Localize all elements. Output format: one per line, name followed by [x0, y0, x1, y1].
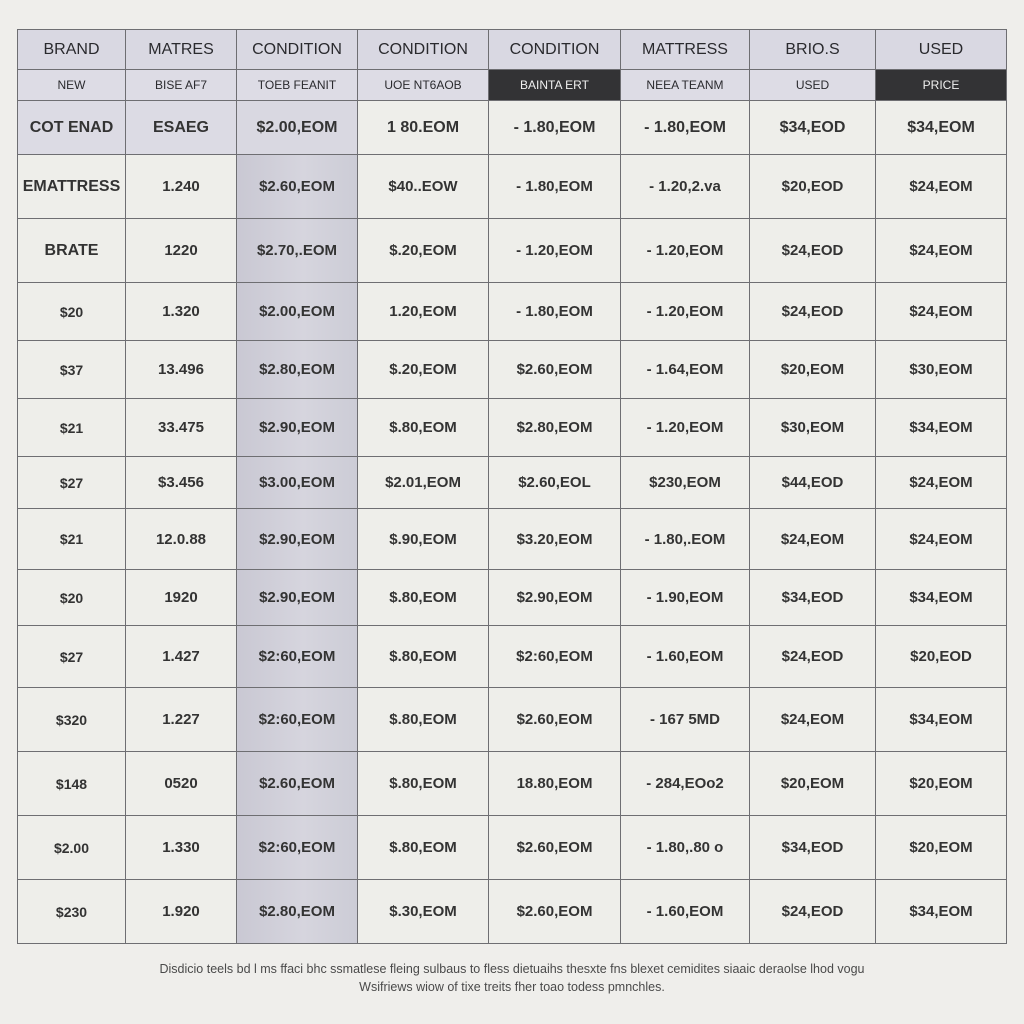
table-cell[interactable]: $.30,EOM	[358, 880, 489, 944]
table-cell[interactable]: - 167 5MD	[621, 688, 750, 752]
table-cell[interactable]: $2:60,EOM	[237, 626, 358, 688]
column-header-condition-2[interactable]: CONDITION	[358, 30, 489, 70]
row-label-cell[interactable]: $27	[18, 457, 126, 509]
table-cell[interactable]: 1.240	[126, 155, 237, 219]
table-cell[interactable]: $2.80,EOM	[489, 399, 621, 457]
table-cell[interactable]: $.80,EOM	[358, 399, 489, 457]
table-cell[interactable]: $24,EOD	[750, 880, 876, 944]
table-cell[interactable]: $20,EOM	[750, 341, 876, 399]
table-cell[interactable]: $.80,EOM	[358, 570, 489, 626]
table-cell[interactable]: $3.20,EOM	[489, 509, 621, 570]
table-cell[interactable]: - 1.20,2.va	[621, 155, 750, 219]
table-cell[interactable]: $2.60,EOM	[489, 816, 621, 880]
table-cell[interactable]: - 1.20,EOM	[621, 283, 750, 341]
table-cell[interactable]: $2.60,EOM	[489, 688, 621, 752]
table-cell[interactable]: $230,EOM	[621, 457, 750, 509]
table-cell[interactable]: $40..EOW	[358, 155, 489, 219]
table-row	[18, 219, 1007, 283]
table-cell[interactable]: 1.427	[126, 626, 237, 688]
table-cell[interactable]: $.20,EOM	[358, 341, 489, 399]
table-cell[interactable]: $34,EOD	[750, 570, 876, 626]
row-label-cell[interactable]: $2.00	[18, 816, 126, 880]
table-cell[interactable]: $20,EOM	[750, 752, 876, 816]
header-row-secondary	[18, 70, 1007, 101]
table-row	[18, 880, 1007, 944]
table-cell[interactable]: - 1.60,EOM	[621, 626, 750, 688]
table-cell[interactable]: $34,EOM	[876, 688, 1007, 752]
subheader-bise[interactable]: BISE AF7	[126, 70, 237, 101]
table-row	[18, 155, 1007, 219]
table-cell[interactable]: $20,EOD	[876, 626, 1007, 688]
footnote-line-2: Wsifriews wiow of tixe treits fher toao todess pmnchles.	[359, 980, 665, 994]
row-label-cell[interactable]: COT ENAD	[18, 101, 126, 155]
table-cell[interactable]: 1.320	[126, 283, 237, 341]
table-cell[interactable]: 0520	[126, 752, 237, 816]
table-cell[interactable]: - 1.80,EOM	[489, 101, 621, 155]
table-cell[interactable]: $2.90,EOM	[237, 399, 358, 457]
table-cell[interactable]: $24,EOD	[750, 626, 876, 688]
column-header-brios[interactable]: BRIO.S	[750, 30, 876, 70]
table-cell[interactable]: $.80,EOM	[358, 626, 489, 688]
table-cell[interactable]: - 1.80,.80 o	[621, 816, 750, 880]
table-row	[18, 752, 1007, 816]
table-cell[interactable]: $2.00,EOM	[237, 283, 358, 341]
table-cell[interactable]: 1220	[126, 219, 237, 283]
table-cell[interactable]: $34,EOM	[876, 101, 1007, 155]
table-cell[interactable]: - 1.20,EOM	[621, 219, 750, 283]
table-cell[interactable]: 13.496	[126, 341, 237, 399]
table-row	[18, 816, 1007, 880]
table-cell[interactable]: $24,EOM	[876, 509, 1007, 570]
row-label-cell[interactable]: $37	[18, 341, 126, 399]
table-cell[interactable]: - 1.20,EOM	[489, 219, 621, 283]
subheader-uoe[interactable]: UOE NT6AOB	[358, 70, 489, 101]
table-cell[interactable]: $2.70,.EOM	[237, 219, 358, 283]
table-cell[interactable]: 33.475	[126, 399, 237, 457]
table-cell[interactable]: 1.920	[126, 880, 237, 944]
row-label-cell[interactable]: $20	[18, 570, 126, 626]
table-cell[interactable]: $2.01,EOM	[358, 457, 489, 509]
table-cell[interactable]: $2.00,EOM	[237, 101, 358, 155]
table-row	[18, 341, 1007, 399]
table-cell[interactable]: $2.80,EOM	[237, 341, 358, 399]
subheader-neea[interactable]: NEEA TEANM	[621, 70, 750, 101]
table-cell[interactable]: - 1.20,EOM	[621, 399, 750, 457]
table-cell[interactable]: $2.60,EOM	[489, 341, 621, 399]
header-row-primary	[18, 30, 1007, 70]
row-label-cell[interactable]: $21	[18, 509, 126, 570]
table-cell[interactable]: $30,EOM	[750, 399, 876, 457]
table-cell[interactable]: $2.80,EOM	[237, 880, 358, 944]
price-comparison-table	[17, 29, 1007, 944]
table-cell[interactable]: $34,EOD	[750, 816, 876, 880]
subheader-new[interactable]: NEW	[18, 70, 126, 101]
table-cell[interactable]: $20,EOM	[876, 752, 1007, 816]
table-cell[interactable]: - 1.80,.EOM	[621, 509, 750, 570]
table-row	[18, 688, 1007, 752]
table-cell[interactable]: $.80,EOM	[358, 752, 489, 816]
row-label-cell[interactable]: $21	[18, 399, 126, 457]
table-row	[18, 399, 1007, 457]
table-cell[interactable]: $34,EOM	[876, 880, 1007, 944]
table-cell[interactable]: $.80,EOM	[358, 816, 489, 880]
table-cell[interactable]: $24,EOM	[876, 457, 1007, 509]
table-cell[interactable]: $3.456	[126, 457, 237, 509]
column-header-used[interactable]: USED	[876, 30, 1007, 70]
row-label-cell[interactable]: $27	[18, 626, 126, 688]
table-cell[interactable]: $2.60,EOL	[489, 457, 621, 509]
table-cell[interactable]: $2.60,EOM	[237, 155, 358, 219]
footnote-line-1: Disdicio teels bd l ms ffaci bhc ssmatlese fleing sulbaus to fless dietuaihs thesxte fns blexet cemidites siaaic deraolse lhod vogu	[159, 962, 865, 976]
table-cell[interactable]: - 1.90,EOM	[621, 570, 750, 626]
column-header-condition-3[interactable]: CONDITION	[489, 30, 621, 70]
table-cell[interactable]: $.80,EOM	[358, 688, 489, 752]
row-label-cell[interactable]: EMATTRESS	[18, 155, 126, 219]
column-header-mattress[interactable]: MATTRESS	[621, 30, 750, 70]
table-cell[interactable]: $24,EOD	[750, 219, 876, 283]
table-cell[interactable]: $34,EOD	[750, 101, 876, 155]
table-cell[interactable]: - 1.80,EOM	[489, 283, 621, 341]
table-cell[interactable]: $2.60,EOM	[237, 752, 358, 816]
row-label-cell[interactable]: $148	[18, 752, 126, 816]
table-cell[interactable]: 1.330	[126, 816, 237, 880]
table-cell[interactable]: $34,EOM	[876, 399, 1007, 457]
table-row	[18, 509, 1007, 570]
table-cell[interactable]: $2:60,EOM	[489, 626, 621, 688]
table-cell[interactable]: $24,EOM	[750, 509, 876, 570]
table-cell[interactable]: $44,EOD	[750, 457, 876, 509]
subheader-price-highlighted[interactable]: PRICE	[876, 70, 1007, 101]
table-row	[18, 570, 1007, 626]
table-row	[18, 101, 1007, 155]
table-cell[interactable]: 12.0.88	[126, 509, 237, 570]
table-cell[interactable]: $.20,EOM	[358, 219, 489, 283]
table-row	[18, 626, 1007, 688]
row-label-cell[interactable]: $230	[18, 880, 126, 944]
table-cell[interactable]: 1 80.EOM	[358, 101, 489, 155]
table-cell[interactable]: $2.60,EOM	[489, 880, 621, 944]
table-cell[interactable]: $2.90,EOM	[237, 509, 358, 570]
table-cell[interactable]: $2:60,EOM	[237, 816, 358, 880]
table-cell[interactable]: $24,EOM	[750, 688, 876, 752]
row-label-cell[interactable]: $320	[18, 688, 126, 752]
table-cell[interactable]: 1.227	[126, 688, 237, 752]
table-row	[18, 283, 1007, 341]
table-cell[interactable]: ESAEG	[126, 101, 237, 155]
table-cell[interactable]: $20,EOD	[750, 155, 876, 219]
subheader-toeb[interactable]: TOEB FEANIT	[237, 70, 358, 101]
table-body	[18, 101, 1007, 944]
table-cell[interactable]: 1.20,EOM	[358, 283, 489, 341]
table-cell[interactable]: $34,EOM	[876, 570, 1007, 626]
subheader-bainta-highlighted[interactable]: BAINTA ERT	[489, 70, 621, 101]
row-label-cell[interactable]: $20	[18, 283, 126, 341]
table-cell[interactable]: $3.00,EOM	[237, 457, 358, 509]
table-row	[18, 457, 1007, 509]
table-cell[interactable]: $2.90,EOM	[489, 570, 621, 626]
table-cell[interactable]: $.90,EOM	[358, 509, 489, 570]
column-header-brand[interactable]: BRAND	[18, 30, 126, 70]
row-label-cell[interactable]: BRATE	[18, 219, 126, 283]
table-cell[interactable]: $24,EOM	[876, 283, 1007, 341]
table-cell[interactable]: $30,EOM	[876, 341, 1007, 399]
table-cell[interactable]: $24,EOD	[750, 283, 876, 341]
table-cell[interactable]: - 1.64,EOM	[621, 341, 750, 399]
subheader-used[interactable]: USED	[750, 70, 876, 101]
column-header-condition-1[interactable]: CONDITION	[237, 30, 358, 70]
table-cell[interactable]: 1920	[126, 570, 237, 626]
table-cell[interactable]: - 284,EOo2	[621, 752, 750, 816]
table-cell[interactable]: $24,EOM	[876, 219, 1007, 283]
column-header-matres[interactable]: MATRES	[126, 30, 237, 70]
table-cell[interactable]: $24,EOM	[876, 155, 1007, 219]
table-cell[interactable]: 18.80,EOM	[489, 752, 621, 816]
table-cell[interactable]: $20,EOM	[876, 816, 1007, 880]
footnote	[0, 960, 1024, 996]
table-cell[interactable]: - 1.60,EOM	[621, 880, 750, 944]
table-cell[interactable]: - 1.80,EOM	[621, 101, 750, 155]
table-cell[interactable]: $2:60,EOM	[237, 688, 358, 752]
table-cell[interactable]: $2.90,EOM	[237, 570, 358, 626]
price-comparison-table-container	[17, 29, 1006, 944]
table-cell[interactable]: - 1.80,EOM	[489, 155, 621, 219]
